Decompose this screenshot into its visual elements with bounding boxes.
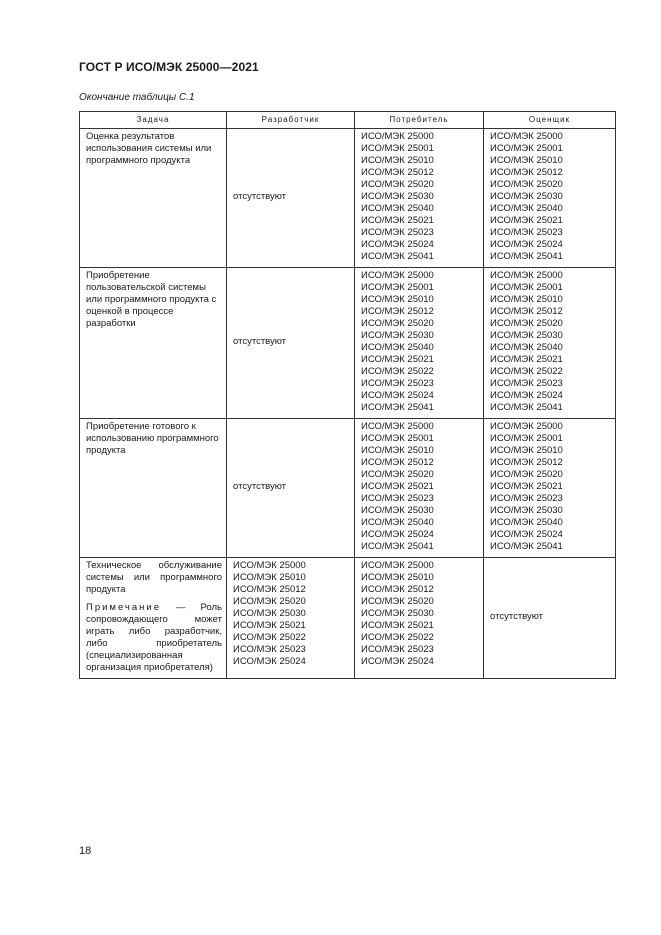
note-label: Примечание	[86, 602, 161, 613]
table-row	[80, 558, 616, 679]
table-row	[80, 268, 616, 419]
standards-list	[490, 421, 611, 553]
standard-item: ИСО/МЭК 25024	[361, 529, 434, 540]
standard-item: ИСО/МЭК 25000	[490, 421, 563, 432]
absent-text: отсутствуют	[233, 336, 287, 347]
standard-item: ИСО/МЭК 25040	[361, 342, 434, 353]
consumer-cell	[355, 419, 484, 558]
standard-item: ИСО/МЭК 25000	[490, 131, 563, 142]
standard-item: ИСО/МЭК 25010	[490, 294, 563, 305]
standard-item: ИСО/МЭК 25012	[361, 584, 434, 595]
standard-item: ИСО/МЭК 25023	[361, 493, 434, 504]
standards-list	[233, 560, 350, 668]
standard-item: ИСО/МЭК 25012	[233, 584, 306, 595]
standard-item: ИСО/МЭК 25010	[361, 445, 434, 456]
column-header-consumer: Потребитель	[355, 112, 484, 129]
task-text: Приобретение пользовательской системы или программного продукта с оценкой в процессе разработки	[86, 270, 217, 329]
developer-cell	[227, 419, 355, 558]
table-row	[80, 419, 616, 558]
standard-item: ИСО/МЭК 25010	[361, 572, 434, 583]
standard-item: ИСО/МЭК 25024	[490, 239, 563, 250]
standards-list	[490, 270, 611, 414]
standards-table	[79, 111, 616, 679]
standard-item: ИСО/МЭК 25023	[361, 378, 434, 389]
standard-item: ИСО/МЭК 25023	[361, 227, 434, 238]
absent-text: отсутствуют	[233, 191, 287, 202]
column-header-evaluator: Оценщик	[484, 112, 616, 129]
standard-item: ИСО/МЭК 25000	[361, 270, 434, 281]
standard-item: ИСО/МЭК 25000	[233, 560, 306, 571]
note-body: — Роль сопровождающего может играть либо разработчик, либо приобретатель (специализированная организация приобретателя)	[86, 602, 222, 673]
standard-item: ИСО/МЭК 25024	[361, 656, 434, 667]
evaluator-cell	[484, 268, 616, 419]
developer-cell	[227, 129, 355, 268]
column-header-task: Задача	[80, 112, 227, 129]
page-number: 18	[79, 845, 92, 857]
standards-list	[490, 131, 611, 263]
standard-item: ИСО/МЭК 25040	[361, 517, 434, 528]
evaluator-cell	[484, 129, 616, 268]
standard-item: ИСО/МЭК 25024	[490, 529, 563, 540]
standard-item: ИСО/МЭК 25021	[490, 354, 563, 365]
task-text: Приобретение готового к использованию программного продукта	[86, 421, 219, 456]
standard-item: ИСО/МЭК 25030	[361, 505, 434, 516]
standard-item: ИСО/МЭК 25020	[233, 596, 306, 607]
standard-item: ИСО/МЭК 25041	[490, 541, 563, 552]
standard-item: ИСО/МЭК 25023	[490, 227, 563, 238]
standard-item: ИСО/МЭК 25010	[361, 294, 434, 305]
task-cell	[80, 129, 227, 268]
standard-item: ИСО/МЭК 25001	[361, 143, 434, 154]
standard-item: ИСО/МЭК 25012	[490, 167, 563, 178]
standard-item: ИСО/МЭК 25001	[490, 143, 563, 154]
standard-item: ИСО/МЭК 25030	[361, 330, 434, 341]
developer-cell	[227, 558, 355, 679]
standard-item: ИСО/МЭК 25041	[361, 541, 434, 552]
evaluator-cell	[484, 558, 616, 679]
standards-list	[361, 560, 479, 668]
standard-item: ИСО/МЭК 25022	[361, 632, 434, 643]
standard-item: ИСО/МЭК 25024	[233, 656, 306, 667]
consumer-cell	[355, 129, 484, 268]
task-cell	[80, 419, 227, 558]
standard-item: ИСО/МЭК 25030	[361, 608, 434, 619]
standard-item: ИСО/МЭК 25021	[361, 354, 434, 365]
note-text	[86, 602, 222, 674]
standard-item: ИСО/МЭК 25020	[361, 596, 434, 607]
standard-item: ИСО/МЭК 25021	[233, 620, 306, 631]
consumer-cell	[355, 558, 484, 679]
standards-list	[361, 270, 479, 414]
standard-item: ИСО/МЭК 25020	[490, 318, 563, 329]
standard-item: ИСО/МЭК 25000	[490, 270, 563, 281]
document-header: ГОСТ Р ИСО/МЭК 25000—2021	[79, 60, 259, 74]
standards-list	[361, 421, 479, 553]
standard-item: ИСО/МЭК 25001	[490, 433, 563, 444]
standards-list	[361, 131, 479, 263]
standard-item: ИСО/МЭК 25012	[361, 167, 434, 178]
standard-item: ИСО/МЭК 25021	[361, 215, 434, 226]
standard-item: ИСО/МЭК 25040	[490, 517, 563, 528]
standard-item: ИСО/МЭК 25040	[361, 203, 434, 214]
standard-item: ИСО/МЭК 25030	[490, 505, 563, 516]
standard-item: ИСО/МЭК 25023	[490, 493, 563, 504]
standard-item: ИСО/МЭК 25010	[233, 572, 306, 583]
standard-item: ИСО/МЭК 25021	[490, 215, 563, 226]
standard-item: ИСО/МЭК 25010	[490, 155, 563, 166]
standard-item: ИСО/МЭК 25022	[490, 366, 563, 377]
standard-item: ИСО/МЭК 25024	[361, 239, 434, 250]
standard-item: ИСО/МЭК 25000	[361, 421, 434, 432]
standard-item: ИСО/МЭК 25000	[361, 560, 434, 571]
task-cell	[80, 268, 227, 419]
standard-item: ИСО/МЭК 25023	[490, 378, 563, 389]
standard-item: ИСО/МЭК 25023	[361, 644, 434, 655]
standard-item: ИСО/МЭК 25040	[490, 203, 563, 214]
standard-item: ИСО/МЭК 25041	[490, 402, 563, 413]
standard-item: ИСО/МЭК 25041	[361, 251, 434, 262]
standard-item: ИСО/МЭК 25010	[361, 155, 434, 166]
table-header-row	[80, 112, 616, 129]
standard-item: ИСО/МЭК 25012	[490, 306, 563, 317]
standard-item: ИСО/МЭК 25030	[490, 330, 563, 341]
standard-item: ИСО/МЭК 25040	[490, 342, 563, 353]
table-caption: Окончание таблицы С.1	[79, 92, 195, 103]
developer-cell	[227, 268, 355, 419]
standard-item: ИСО/МЭК 25041	[361, 402, 434, 413]
standard-item: ИСО/МЭК 25001	[490, 282, 563, 293]
standard-item: ИСО/МЭК 25020	[490, 179, 563, 190]
standard-item: ИСО/МЭК 25021	[490, 481, 563, 492]
standard-item: ИСО/МЭК 25024	[490, 390, 563, 401]
standard-item: ИСО/МЭК 25001	[361, 282, 434, 293]
standard-item: ИСО/МЭК 25020	[361, 469, 434, 480]
task-cell	[80, 558, 227, 679]
standard-item: ИСО/МЭК 25001	[361, 433, 434, 444]
standard-item: ИСО/МЭК 25000	[361, 131, 434, 142]
task-text: Оценка результатов использования системы или программного продукта	[86, 131, 212, 166]
standard-item: ИСО/МЭК 25012	[361, 306, 434, 317]
standard-item: ИСО/МЭК 25022	[361, 366, 434, 377]
standard-item: ИСО/МЭК 25030	[490, 191, 563, 202]
evaluator-cell	[484, 419, 616, 558]
standard-item: ИСО/МЭК 25020	[361, 318, 434, 329]
consumer-cell	[355, 268, 484, 419]
standard-item: ИСО/МЭК 25021	[361, 620, 434, 631]
standard-item: ИСО/МЭК 25020	[490, 469, 563, 480]
standard-item: ИСО/МЭК 25020	[361, 179, 434, 190]
absent-text: отсутствуют	[233, 481, 287, 492]
standard-item: ИСО/МЭК 25030	[233, 608, 306, 619]
absent-text: отсутствуют	[490, 611, 544, 622]
standard-item: ИСО/МЭК 25021	[361, 481, 434, 492]
standard-item: ИСО/МЭК 25030	[361, 191, 434, 202]
standard-item: ИСО/МЭК 25012	[490, 457, 563, 468]
standard-item: ИСО/МЭК 25024	[361, 390, 434, 401]
standard-item: ИСО/МЭК 25012	[361, 457, 434, 468]
standard-item: ИСО/МЭК 25041	[490, 251, 563, 262]
standard-item: ИСО/МЭК 25010	[490, 445, 563, 456]
standard-item: ИСО/МЭК 25022	[233, 632, 306, 643]
standard-item: ИСО/МЭК 25023	[233, 644, 306, 655]
column-header-developer: Разработчик	[227, 112, 355, 129]
task-text: Техническое обслуживание системы или программного продукта	[86, 560, 222, 595]
table-row	[80, 129, 616, 268]
